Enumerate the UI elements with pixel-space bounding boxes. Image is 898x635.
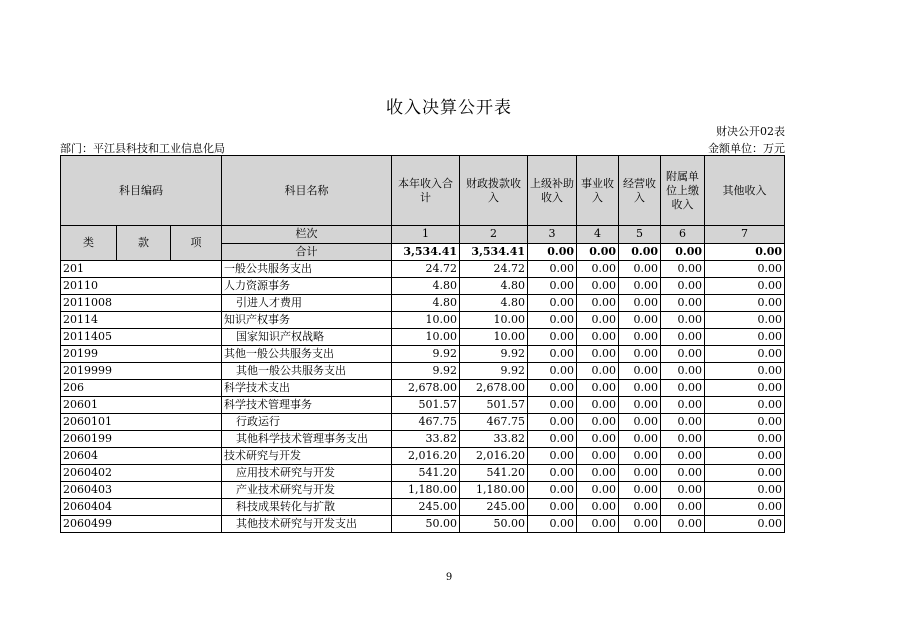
subject-code-cell: 20114 bbox=[61, 312, 222, 329]
amount-cell-3: 0.00 bbox=[528, 278, 577, 295]
header-business-income: 事业收入 bbox=[577, 156, 619, 226]
data-rows bbox=[61, 261, 785, 533]
amount-cell-7: 0.00 bbox=[705, 414, 785, 431]
header-subject-name: 科目名称 bbox=[222, 156, 392, 226]
amount-cell-2: 24.72 bbox=[460, 261, 528, 278]
amount-cell-3: 0.00 bbox=[528, 414, 577, 431]
amount-cell-7: 0.00 bbox=[705, 329, 785, 346]
amount-cell-5: 0.00 bbox=[619, 414, 661, 431]
header-affiliated-income: 附属单位上缴收入 bbox=[661, 156, 705, 226]
amount-cell-3: 0.00 bbox=[528, 312, 577, 329]
header-row bbox=[61, 156, 785, 226]
amount-cell-6: 0.00 bbox=[661, 278, 705, 295]
amount-cell-7: 0.00 bbox=[705, 346, 785, 363]
amount-unit-label: 金额单位：万元 bbox=[708, 142, 785, 155]
amount-cell-2: 9.92 bbox=[460, 363, 528, 380]
subject-code-cell: 20110 bbox=[61, 278, 222, 295]
subject-code-cell: 2011008 bbox=[61, 295, 222, 312]
subject-name-cell: 一般公共服务支出 bbox=[222, 261, 392, 278]
subject-code-cell: 20601 bbox=[61, 397, 222, 414]
total-value-5: 0.00 bbox=[619, 243, 661, 261]
amount-cell-4: 0.00 bbox=[577, 329, 619, 346]
subject-name-cell: 应用技术研究与开发 bbox=[222, 465, 392, 482]
amount-cell-6: 0.00 bbox=[661, 329, 705, 346]
amount-cell-5: 0.00 bbox=[619, 431, 661, 448]
table-row bbox=[61, 499, 785, 516]
amount-cell-4: 0.00 bbox=[577, 499, 619, 516]
amount-cell-1: 2,016.20 bbox=[392, 448, 460, 465]
total-value-1: 3,534.41 bbox=[392, 243, 460, 261]
amount-cell-5: 0.00 bbox=[619, 312, 661, 329]
subject-name-cell: 国家知识产权战略 bbox=[222, 329, 392, 346]
table-row bbox=[61, 329, 785, 346]
amount-cell-1: 501.57 bbox=[392, 397, 460, 414]
subject-code-cell: 20199 bbox=[61, 346, 222, 363]
amount-cell-5: 0.00 bbox=[619, 499, 661, 516]
amount-cell-2: 10.00 bbox=[460, 329, 528, 346]
amount-cell-7: 0.00 bbox=[705, 380, 785, 397]
amount-cell-7: 0.00 bbox=[705, 499, 785, 516]
total-value-4: 0.00 bbox=[577, 243, 619, 261]
amount-cell-4: 0.00 bbox=[577, 414, 619, 431]
amount-cell-3: 0.00 bbox=[528, 482, 577, 499]
amount-cell-6: 0.00 bbox=[661, 465, 705, 482]
amount-cell-6: 0.00 bbox=[661, 380, 705, 397]
subject-name-cell: 人力资源事务 bbox=[222, 278, 392, 295]
amount-cell-6: 0.00 bbox=[661, 346, 705, 363]
column-number-row bbox=[61, 226, 785, 244]
header-other-income: 其他收入 bbox=[705, 156, 785, 226]
header-superior-subsidy: 上级补助收入 bbox=[528, 156, 577, 226]
amount-cell-4: 0.00 bbox=[577, 261, 619, 278]
amount-cell-4: 0.00 bbox=[577, 431, 619, 448]
subject-code-cell: 201 bbox=[61, 261, 222, 278]
amount-cell-4: 0.00 bbox=[577, 346, 619, 363]
subject-code-cell: 2019999 bbox=[61, 363, 222, 380]
subject-code-cell: 2011405 bbox=[61, 329, 222, 346]
table-row bbox=[61, 278, 785, 295]
income-table bbox=[60, 155, 785, 533]
amount-cell-2: 50.00 bbox=[460, 516, 528, 533]
table-row bbox=[61, 312, 785, 329]
table-row bbox=[61, 295, 785, 312]
table-row bbox=[61, 431, 785, 448]
amount-cell-6: 0.00 bbox=[661, 499, 705, 516]
subject-name-cell: 知识产权事务 bbox=[222, 312, 392, 329]
form-number: 财决公开02表 bbox=[716, 125, 785, 138]
subject-code-cell: 20604 bbox=[61, 448, 222, 465]
amount-cell-2: 245.00 bbox=[460, 499, 528, 516]
col-number-1: 1 bbox=[392, 226, 460, 244]
amount-cell-7: 0.00 bbox=[705, 516, 785, 533]
header-total-income: 本年收入合计 bbox=[392, 156, 460, 226]
amount-cell-1: 467.75 bbox=[392, 414, 460, 431]
total-value-2: 3,534.41 bbox=[460, 243, 528, 261]
amount-cell-1: 4.80 bbox=[392, 295, 460, 312]
subject-name-cell: 科技成果转化与扩散 bbox=[222, 499, 392, 516]
amount-cell-6: 0.00 bbox=[661, 516, 705, 533]
amount-cell-6: 0.00 bbox=[661, 363, 705, 380]
amount-cell-4: 0.00 bbox=[577, 397, 619, 414]
amount-cell-2: 9.92 bbox=[460, 346, 528, 363]
table-row bbox=[61, 448, 785, 465]
table-row bbox=[61, 516, 785, 533]
amount-cell-5: 0.00 bbox=[619, 397, 661, 414]
amount-cell-5: 0.00 bbox=[619, 346, 661, 363]
amount-cell-2: 467.75 bbox=[460, 414, 528, 431]
amount-cell-1: 2,678.00 bbox=[392, 380, 460, 397]
amount-cell-1: 1,180.00 bbox=[392, 482, 460, 499]
amount-cell-1: 541.20 bbox=[392, 465, 460, 482]
amount-cell-4: 0.00 bbox=[577, 363, 619, 380]
amount-cell-3: 0.00 bbox=[528, 397, 577, 414]
col-number-4: 4 bbox=[577, 226, 619, 244]
subject-name-cell: 行政运行 bbox=[222, 414, 392, 431]
amount-cell-7: 0.00 bbox=[705, 482, 785, 499]
amount-cell-4: 0.00 bbox=[577, 295, 619, 312]
amount-cell-7: 0.00 bbox=[705, 431, 785, 448]
amount-cell-3: 0.00 bbox=[528, 261, 577, 278]
amount-cell-1: 33.82 bbox=[392, 431, 460, 448]
col-number-2: 2 bbox=[460, 226, 528, 244]
amount-cell-6: 0.00 bbox=[661, 482, 705, 499]
amount-cell-3: 0.00 bbox=[528, 499, 577, 516]
table-row bbox=[61, 482, 785, 499]
amount-cell-7: 0.00 bbox=[705, 465, 785, 482]
amount-cell-7: 0.00 bbox=[705, 448, 785, 465]
header-operating-income: 经营收入 bbox=[619, 156, 661, 226]
amount-cell-2: 2,016.20 bbox=[460, 448, 528, 465]
col-number-3: 3 bbox=[528, 226, 577, 244]
header-xiang: 项 bbox=[171, 226, 222, 261]
amount-cell-7: 0.00 bbox=[705, 363, 785, 380]
header-fiscal-allocation: 财政拨款收入 bbox=[460, 156, 528, 226]
amount-cell-5: 0.00 bbox=[619, 363, 661, 380]
column-number-label: 栏次 bbox=[222, 226, 392, 244]
subject-code-cell: 2060403 bbox=[61, 482, 222, 499]
amount-cell-2: 10.00 bbox=[460, 312, 528, 329]
amount-cell-3: 0.00 bbox=[528, 516, 577, 533]
amount-cell-5: 0.00 bbox=[619, 278, 661, 295]
subject-code-cell: 2060402 bbox=[61, 465, 222, 482]
amount-cell-3: 0.00 bbox=[528, 363, 577, 380]
amount-cell-6: 0.00 bbox=[661, 448, 705, 465]
amount-cell-1: 24.72 bbox=[392, 261, 460, 278]
amount-cell-5: 0.00 bbox=[619, 465, 661, 482]
amount-cell-6: 0.00 bbox=[661, 312, 705, 329]
amount-cell-2: 4.80 bbox=[460, 295, 528, 312]
header-kuan: 款 bbox=[117, 226, 171, 261]
amount-cell-5: 0.00 bbox=[619, 329, 661, 346]
amount-cell-7: 0.00 bbox=[705, 312, 785, 329]
amount-cell-5: 0.00 bbox=[619, 448, 661, 465]
amount-cell-1: 10.00 bbox=[392, 329, 460, 346]
amount-cell-4: 0.00 bbox=[577, 465, 619, 482]
subject-name-cell: 科学技术管理事务 bbox=[222, 397, 392, 414]
amount-cell-2: 4.80 bbox=[460, 278, 528, 295]
amount-cell-1: 10.00 bbox=[392, 312, 460, 329]
amount-cell-1: 50.00 bbox=[392, 516, 460, 533]
subject-code-cell: 2060404 bbox=[61, 499, 222, 516]
amount-cell-5: 0.00 bbox=[619, 516, 661, 533]
amount-cell-4: 0.00 bbox=[577, 380, 619, 397]
subject-name-cell: 技术研究与开发 bbox=[222, 448, 392, 465]
subject-code-cell: 2060499 bbox=[61, 516, 222, 533]
report-title: 收入决算公开表 bbox=[386, 98, 512, 118]
table-row bbox=[61, 414, 785, 431]
col-number-7: 7 bbox=[705, 226, 785, 244]
amount-cell-2: 2,678.00 bbox=[460, 380, 528, 397]
amount-cell-3: 0.00 bbox=[528, 448, 577, 465]
amount-cell-3: 0.00 bbox=[528, 380, 577, 397]
subject-name-cell: 引进人才费用 bbox=[222, 295, 392, 312]
subject-code-cell: 2060199 bbox=[61, 431, 222, 448]
subject-name-cell: 产业技术研究与开发 bbox=[222, 482, 392, 499]
amount-cell-1: 9.92 bbox=[392, 363, 460, 380]
total-value-7: 0.00 bbox=[705, 243, 785, 261]
subject-name-cell: 其他一般公共服务支出 bbox=[222, 363, 392, 380]
amount-cell-7: 0.00 bbox=[705, 261, 785, 278]
subject-code-cell: 2060101 bbox=[61, 414, 222, 431]
amount-cell-6: 0.00 bbox=[661, 261, 705, 278]
amount-cell-5: 0.00 bbox=[619, 380, 661, 397]
table-row bbox=[61, 346, 785, 363]
subject-code-cell: 206 bbox=[61, 380, 222, 397]
amount-cell-4: 0.00 bbox=[577, 312, 619, 329]
amount-cell-6: 0.00 bbox=[661, 431, 705, 448]
amount-cell-7: 0.00 bbox=[705, 397, 785, 414]
table-row bbox=[61, 397, 785, 414]
table-row bbox=[61, 261, 785, 278]
amount-cell-3: 0.00 bbox=[528, 329, 577, 346]
table-row bbox=[61, 380, 785, 397]
header-subject-code: 科目编码 bbox=[61, 156, 222, 226]
amount-cell-2: 501.57 bbox=[460, 397, 528, 414]
amount-cell-3: 0.00 bbox=[528, 431, 577, 448]
amount-cell-3: 0.00 bbox=[528, 295, 577, 312]
amount-cell-1: 4.80 bbox=[392, 278, 460, 295]
amount-cell-2: 1,180.00 bbox=[460, 482, 528, 499]
amount-cell-7: 0.00 bbox=[705, 278, 785, 295]
amount-cell-4: 0.00 bbox=[577, 278, 619, 295]
total-value-6: 0.00 bbox=[661, 243, 705, 261]
subject-name-cell: 其他科学技术管理事务支出 bbox=[222, 431, 392, 448]
amount-cell-1: 9.92 bbox=[392, 346, 460, 363]
col-number-6: 6 bbox=[661, 226, 705, 244]
amount-cell-3: 0.00 bbox=[528, 465, 577, 482]
amount-cell-2: 33.82 bbox=[460, 431, 528, 448]
subject-name-cell: 其他一般公共服务支出 bbox=[222, 346, 392, 363]
amount-cell-7: 0.00 bbox=[705, 295, 785, 312]
amount-cell-1: 245.00 bbox=[392, 499, 460, 516]
total-value-3: 0.00 bbox=[528, 243, 577, 261]
amount-cell-4: 0.00 bbox=[577, 516, 619, 533]
table-row bbox=[61, 363, 785, 380]
amount-cell-4: 0.00 bbox=[577, 482, 619, 499]
amount-cell-5: 0.00 bbox=[619, 261, 661, 278]
total-label: 合计 bbox=[222, 243, 392, 261]
amount-cell-3: 0.00 bbox=[528, 346, 577, 363]
subject-name-cell: 其他技术研究与开发支出 bbox=[222, 516, 392, 533]
amount-cell-2: 541.20 bbox=[460, 465, 528, 482]
table-row bbox=[61, 465, 785, 482]
department-label: 部门：平江县科技和工业信息化局 bbox=[60, 142, 225, 155]
header-lei: 类 bbox=[61, 226, 117, 261]
amount-cell-4: 0.00 bbox=[577, 448, 619, 465]
amount-cell-5: 0.00 bbox=[619, 482, 661, 499]
page-number: 9 bbox=[445, 572, 453, 583]
amount-cell-5: 0.00 bbox=[619, 295, 661, 312]
amount-cell-6: 0.00 bbox=[661, 295, 705, 312]
amount-cell-6: 0.00 bbox=[661, 414, 705, 431]
col-number-5: 5 bbox=[619, 226, 661, 244]
subject-name-cell: 科学技术支出 bbox=[222, 380, 392, 397]
amount-cell-6: 0.00 bbox=[661, 397, 705, 414]
